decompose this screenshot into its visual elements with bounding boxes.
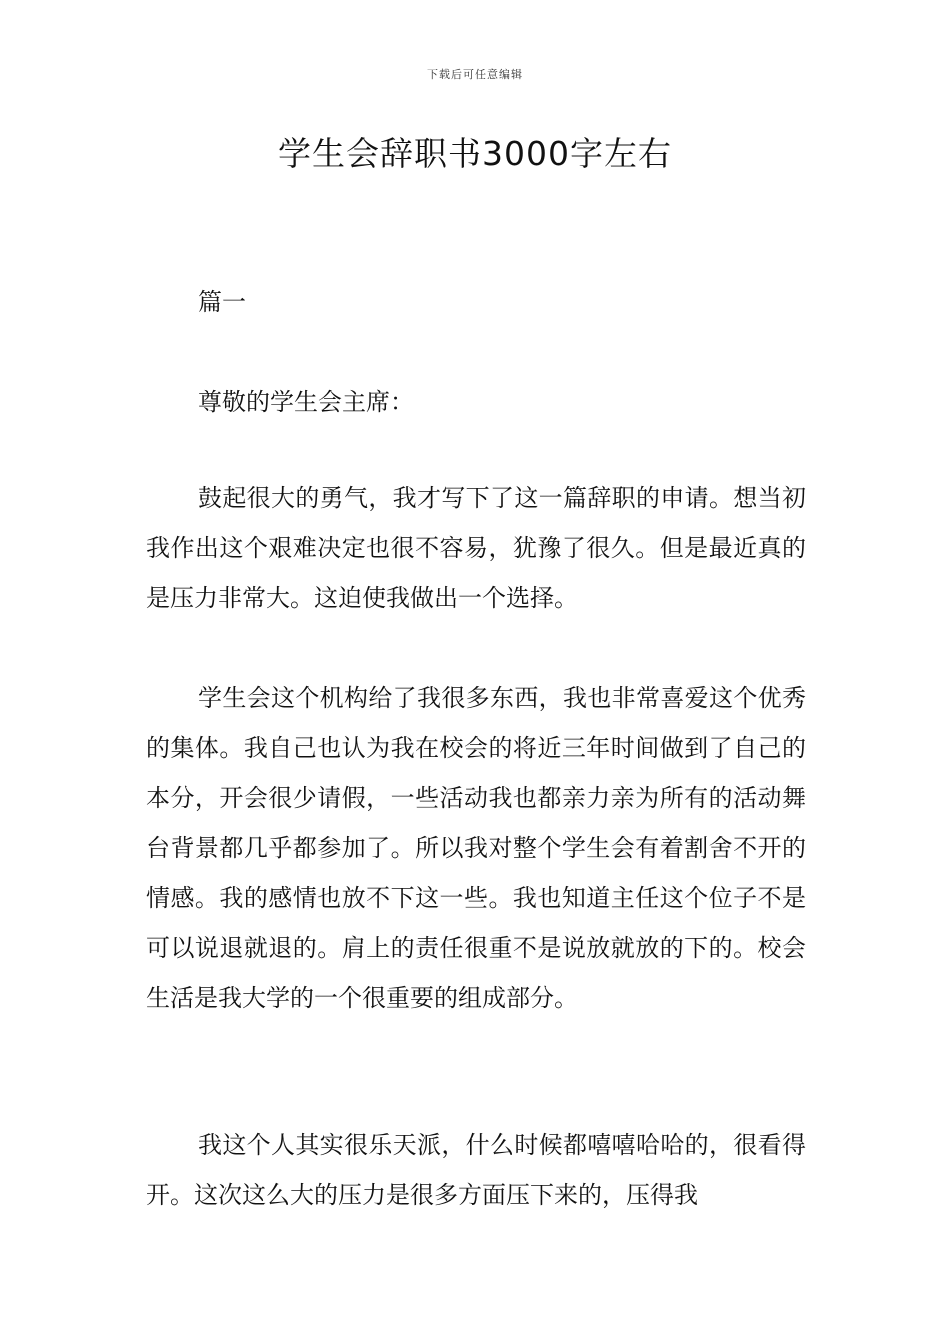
header-note: 下载后可任意编辑 [427,68,523,81]
document-title: 学生会辞职书3000字左右 [278,134,672,173]
section-label: 篇一 [198,288,246,316]
body-paragraph-2: 学生会这个机构给了我很多东西，我也非常喜爱这个优秀的集体。我自己也认为我在校会的将近三年时间做到了自己的本分，开会很少请假，一些活动我也都亲力亲为所有的活动舞台背景都几乎都参加了。所以我对整个学生会有着割舍不开的情感。我的感情也放不下这一些。我也知道主任这个位子不是可以说退就退的。肩上的责任很重不是说放就放的下的。校会生活是我大学的一个很重要的组成部分。 [146,684,806,1012]
body-paragraph-1: 鼓起很大的勇气，我才写下了这一篇辞职的申请。想当初我作出这个艰难决定也很不容易，犹豫了很久。但是最近真的是压力非常大。这迫使我做出一个选择。 [146,484,806,612]
salutation: 尊敬的学生会主席： [198,388,414,416]
body-paragraph-3: 我这个人其实很乐天派，什么时候都嘻嘻哈哈的，很看得开。这次这么大的压力是很多方面压下来的，压得我 [146,1131,806,1209]
